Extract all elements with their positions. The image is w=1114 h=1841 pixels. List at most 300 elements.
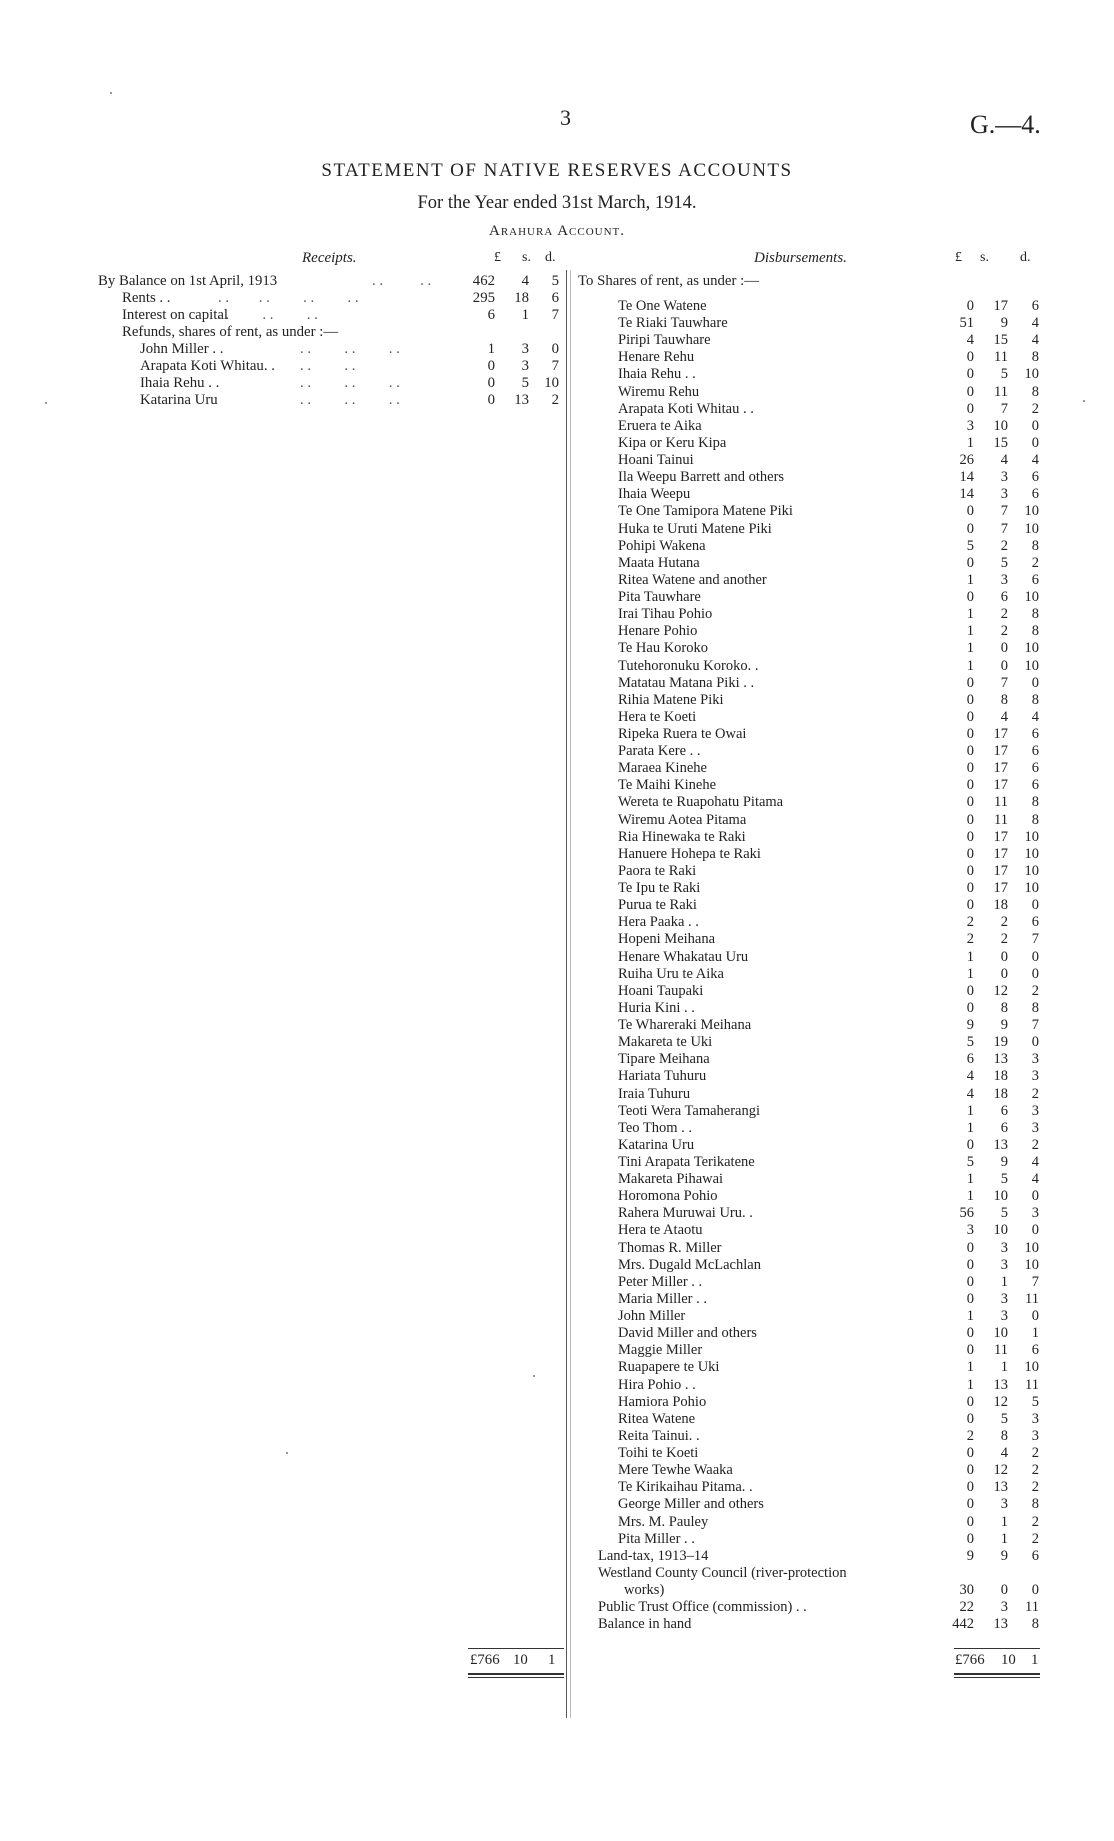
disbursements-amount-shillings: 3 [1000,486,1008,503]
disbursements-row-label: Pita Tauwhare [618,589,701,606]
disbursements-amount-shillings: 18 [993,1085,1008,1102]
disbursements-row-label: Makareta Pihawai [618,1171,724,1188]
disbursements-amount-pence: 6 [1031,298,1039,314]
disbursements-row-label: Ruiha Uru te Aika [618,965,724,982]
receipts-amount-pence: 2 [551,392,559,408]
receipts-row-label: Ihaia Rehu . . [140,375,220,391]
disbursements-amount-pounds: 1 [966,948,974,965]
receipts-double-rule-2 [468,1677,564,1678]
disbursements-row [0,1445,1114,1462]
leader-dots: . . . . . . [300,375,400,391]
disbursements-pounds-label: £ [955,250,962,265]
disbursements-amount-pence: 10 [1024,640,1039,657]
disbursements-amount-pence: 4 [1031,332,1039,349]
disbursements-amount-shillings: 11 [994,794,1008,811]
receipts-amount-shillings: 18 [514,290,529,306]
disbursements-amount-pence: 8 [1031,794,1039,811]
disbursements-amount-pounds: 5 [966,1154,974,1170]
disbursements-row-label: Eruera te Aika [618,417,702,434]
disbursements-double-rule-2 [954,1677,1040,1678]
disbursements-amount-pounds: 0 [966,1290,974,1307]
disbursements-row-label: Hoani Tainui [618,452,694,469]
disbursements-amount-pence: 2 [1031,400,1039,417]
disbursements-amount-pounds: 0 [966,1256,974,1273]
disbursements-row [0,1548,1114,1565]
disbursements-amount-shillings: 6 [1000,1102,1008,1119]
disbursements-amount-pounds: 0 [966,794,974,811]
disbursements-amount-shillings: 9 [1000,1154,1008,1170]
disbursements-amount-pounds: 14 [959,469,974,486]
disbursements-row-label: Thomas R. Miller [618,1239,722,1256]
disbursements-amount-pence: 8 [1031,999,1039,1016]
disbursements-row-label: Ihaia Rehu . . [618,366,696,383]
disbursements-amount-pence: 8 [1031,623,1039,640]
disbursements-row-label: Te Riaki Tauwhare [618,315,728,332]
disbursements-amount-pence: 2 [1031,1513,1039,1530]
leader-dots: . . . . . . [218,307,318,323]
disbursements-row-label: Mrs. Dugald McLachlan [618,1256,761,1273]
disbursements-amount-shillings: 5 [1000,554,1008,571]
disbursements-row [0,1051,1114,1068]
account-name: Arahura Account. [488,223,625,239]
disbursements-row-label: Hera te Koeti [618,708,697,725]
disbursements-amount-pounds: 2 [966,1427,974,1444]
disbursements-row [0,606,1114,623]
disbursements-row [0,1086,1114,1103]
disbursements-amount-shillings: 11 [994,811,1008,828]
disbursements-amount-pounds: 3 [966,417,974,434]
disbursements-row-label: Paora te Raki [618,862,697,879]
receipts-amount-pounds: 295 [472,290,495,306]
disbursements-amount-pence: 4 [1031,315,1039,332]
disbursements-row-label: Parata Kere . . [618,743,701,760]
disbursements-amount-pence: 2 [1031,1462,1039,1479]
disbursements-amount-pounds: 1 [966,571,974,588]
disbursements-row [0,794,1114,811]
disbursements-row [0,949,1114,966]
disbursements-amount-pence: 6 [1031,760,1039,777]
disbursements-row [0,572,1114,589]
disbursements-amount-pounds: 0 [966,520,974,537]
disbursements-row [0,452,1114,469]
disbursements-amount-pence: 0 [1031,897,1039,914]
leader-dots: . . . . . . [300,341,400,357]
disbursements-amount-pence: 10 [1024,1359,1039,1376]
disbursements-row-label: Tutehoronuku Koroko. . [618,657,759,674]
disbursements-amount-shillings: 17 [993,760,1008,777]
disbursements-row [0,863,1114,880]
disbursements-amount-pence: 0 [1031,1222,1039,1239]
receipts-total-pounds: £766 [470,1652,500,1668]
receipts-amount-pence: 0 [551,341,559,357]
disbursements-row [0,1359,1114,1376]
disbursements-amount-pounds: 1 [966,1188,974,1205]
disbursements-amount-pounds: 0 [966,383,974,400]
disbursements-row [0,298,1114,315]
receipts-shillings-label: s. [522,250,531,265]
receipts-row-label: John Miller . . [140,341,224,357]
receipts-amount-pence: 10 [544,375,559,391]
disbursements-amount-shillings: 17 [993,845,1008,862]
leader-dots: . . . . [300,358,356,374]
disbursements-row-label: Te Hau Koroko [618,640,708,657]
disbursements-row [0,1154,1114,1171]
disbursements-row-label: Hariata Tuhuru [618,1068,707,1085]
disbursements-amount-pence: 5 [1031,1393,1039,1410]
disbursements-row [0,1565,1114,1582]
disbursements-amount-pounds: 4 [966,1085,974,1102]
disbursements-amount-pence: 10 [1024,880,1039,897]
disbursements-double-rule-1 [954,1673,1040,1675]
scan-speck [533,1375,535,1377]
disbursements-amount-shillings: 17 [993,298,1008,314]
disbursements-row-label: David Miller and others [618,1325,757,1342]
disbursements-total-rule [954,1648,1040,1649]
disbursements-amount-pounds: 0 [966,897,974,914]
disbursements-amount-pence: 11 [1025,1290,1039,1307]
disbursements-amount-pounds: 2 [966,914,974,931]
disbursements-row [0,623,1114,640]
disbursements-amount-pounds: 0 [966,708,974,725]
disbursements-row [0,1428,1114,1445]
disbursements-row-label: works) [624,1582,665,1598]
disbursements-row [0,1222,1114,1239]
disbursements-amount-pounds: 1 [966,434,974,451]
disbursements-shillings-label: s. [980,250,989,265]
disbursements-row-label: Westland County Council (river-protection [598,1564,847,1581]
disbursements-row [0,435,1114,452]
disbursements-row [0,1342,1114,1359]
disbursements-total-pence: 1 [1031,1652,1039,1668]
leader-dots: . . . . [372,273,432,289]
disbursements-row [0,1291,1114,1308]
disbursements-row [0,332,1114,349]
disbursements-amount-pence: 8 [1031,537,1039,554]
disbursements-amount-shillings: 3 [1000,1256,1008,1273]
disbursements-amount-pounds: 0 [966,1342,974,1359]
disbursements-amount-pounds: 0 [966,1325,974,1342]
disbursements-amount-shillings: 1 [1000,1273,1008,1290]
document-code: G.—4. [970,110,1041,139]
disbursements-row [0,315,1114,332]
disbursements-amount-shillings: 7 [1000,520,1008,537]
disbursements-amount-pence: 6 [1031,1342,1039,1359]
disbursements-amount-shillings: 2 [1000,606,1008,623]
disbursements-amount-pounds: 0 [966,743,974,760]
disbursements-amount-pence: 4 [1031,1171,1039,1188]
disbursements-amount-shillings: 10 [993,1222,1008,1239]
disbursements-amount-shillings: 13 [993,1616,1008,1633]
disbursements-row [0,401,1114,418]
disbursements-row-label: Te One Tamipora Matene Piki [618,503,793,520]
disbursements-amount-pounds: 0 [966,1393,974,1410]
disbursements-row-label: Ruapapere te Uki [618,1359,720,1376]
disbursements-amount-shillings: 0 [1000,657,1008,674]
disbursements-row-label: Te One Watene [618,298,707,314]
disbursements-amount-pounds: 0 [966,366,974,383]
disbursements-row [0,1394,1114,1411]
disbursements-row [0,777,1114,794]
scan-speck [45,402,47,404]
disbursements-row-label: Matatau Matana Piki . . [618,674,755,691]
disbursements-amount-pounds: 0 [966,1273,974,1290]
receipts-amount-pounds: 0 [487,392,495,408]
disbursements-amount-pence: 3 [1031,1205,1039,1222]
disbursements-amount-shillings: 9 [1000,1547,1008,1564]
disbursements-amount-pounds: 0 [966,845,974,862]
disbursements-amount-pence: 11 [1025,1599,1039,1616]
disbursements-amount-pounds: 0 [966,777,974,794]
disbursements-amount-pounds: 0 [966,1496,974,1513]
disbursements-row-label: Huka te Uruti Matene Piki [618,520,772,537]
disbursements-amount-shillings: 3 [1000,1308,1008,1325]
disbursements-row-label: Reita Tainui. . [618,1427,700,1444]
disbursements-row-label: Kipa or Keru Kipa [618,434,727,451]
disbursements-row [0,1514,1114,1531]
disbursements-row-label: Mrs. M. Pauley [618,1513,709,1530]
disbursements-amount-shillings: 2 [1000,931,1008,948]
receipts-row-label: Arapata Koti Whitau. . [140,358,275,374]
disbursements-row [0,366,1114,383]
disbursements-amount-shillings: 4 [1000,452,1008,469]
disbursements-amount-pence: 8 [1031,606,1039,623]
receipts-row-label: By Balance on 1st April, 1913 [98,273,278,289]
disbursements-amount-pence: 10 [1024,828,1039,845]
column-divider [566,270,567,1718]
disbursements-amount-pounds: 0 [966,760,974,777]
disbursements-row [0,1479,1114,1496]
disbursements-row [0,1257,1114,1274]
disbursements-amount-pence: 8 [1031,691,1039,708]
disbursements-amount-pence: 3 [1031,1119,1039,1136]
receipts-amount-pounds: 0 [487,375,495,391]
disbursements-amount-shillings: 10 [993,417,1008,434]
disbursements-amount-pounds: 0 [966,691,974,708]
disbursements-amount-pence: 6 [1031,726,1039,742]
disbursements-amount-pence: 1 [1031,1325,1039,1342]
disbursements-row [0,418,1114,435]
disbursements-amount-pence: 0 [1031,1308,1039,1325]
scan-speck [1083,400,1085,402]
disbursements-amount-pounds: 14 [959,486,974,503]
receipts-amount-shillings: 5 [521,375,529,391]
disbursements-row-label: Piripi Tauwhare [618,332,711,349]
disbursements-amount-pence: 0 [1031,1582,1039,1598]
disbursements-amount-shillings: 3 [1000,1239,1008,1256]
disbursements-amount-shillings: 15 [993,434,1008,451]
receipts-pence-label: d. [545,250,556,265]
disbursements-amount-pounds: 0 [966,1445,974,1462]
disbursements-row-label: Maggie Miller [618,1342,703,1359]
disbursements-amount-shillings: 5 [1000,1205,1008,1222]
disbursements-amount-pounds: 0 [966,982,974,999]
disbursements-row [0,1017,1114,1034]
disbursements-amount-pounds: 442 [952,1616,974,1633]
receipts-amount-pence: 5 [551,273,559,289]
disbursements-amount-shillings: 4 [1000,1445,1008,1462]
disbursements-amount-pence: 10 [1024,520,1039,537]
disbursements-row [0,1599,1114,1616]
disbursements-row-label: George Miller and others [618,1496,764,1513]
disbursements-amount-shillings: 0 [1000,640,1008,657]
disbursements-amount-pounds: 0 [966,1136,974,1153]
disbursements-row-label: Te Maihi Kinehe [618,777,717,794]
disbursements-amount-pounds: 0 [966,349,974,366]
disbursements-row-label: Mere Tewhe Waaka [618,1462,733,1479]
disbursements-row [0,1496,1114,1513]
disbursements-amount-pounds: 1 [966,1102,974,1119]
disbursements-amount-pounds: 0 [966,589,974,606]
receipts-amount-shillings: 3 [521,358,529,374]
disbursements-amount-shillings: 10 [993,1188,1008,1205]
disbursements-amount-shillings: 7 [1000,674,1008,691]
receipts-amount-shillings: 1 [521,307,529,323]
disbursements-amount-shillings: 17 [993,777,1008,794]
disbursements-row [0,1034,1114,1051]
receipts-amount-pounds: 1 [487,341,495,357]
disbursements-amount-shillings: 12 [993,1393,1008,1410]
disbursements-amount-pence: 2 [1031,554,1039,571]
disbursements-amount-pounds: 0 [966,880,974,897]
disbursements-amount-pounds: 51 [959,315,974,332]
disbursements-row-label: Iraia Tuhuru [618,1085,691,1102]
disbursements-amount-shillings: 17 [993,726,1008,742]
disbursements-amount-shillings: 10 [993,1325,1008,1342]
disbursements-row [0,589,1114,606]
disbursements-row-label: Teoti Wera Tamaherangi [618,1102,761,1119]
disbursements-amount-pence: 8 [1031,1616,1039,1633]
disbursements-amount-pence: 7 [1031,1273,1039,1290]
disbursements-amount-shillings: 3 [1000,571,1008,588]
receipts-total-shillings: 10 [513,1652,528,1668]
disbursements-row-label: Peter Miller . . [618,1273,703,1290]
receipts-row-label: Rents . . [122,290,171,306]
receipts-amount-pence: 7 [551,358,559,374]
disbursements-amount-pounds: 0 [966,862,974,879]
disbursements-intro: To Shares of rent, as under :— [578,273,760,289]
disbursements-amount-pence: 0 [1031,674,1039,691]
disbursements-amount-shillings: 19 [993,1034,1008,1051]
disbursements-amount-pounds: 1 [966,623,974,640]
disbursements-row-label: Ritea Watene [618,1410,696,1427]
disbursements-amount-shillings: 13 [993,1136,1008,1153]
disbursements-amount-shillings: 3 [1000,1496,1008,1513]
disbursements-amount-shillings: 9 [1000,1017,1008,1034]
disbursements-amount-shillings: 7 [1000,400,1008,417]
disbursements-amount-pounds: 0 [966,674,974,691]
disbursements-amount-shillings: 5 [1000,1410,1008,1427]
disbursements-row-label: Maata Hutana [618,554,700,571]
disbursements-amount-pence: 6 [1031,486,1039,503]
disbursements-amount-pence: 2 [1031,1479,1039,1496]
page-number: 3 [560,105,571,130]
disbursements-row-label: Horomona Pohio [618,1188,718,1205]
disbursements-amount-pence: 2 [1031,982,1039,999]
disbursements-row-label: Tini Arapata Terikatene [618,1154,755,1170]
disbursements-amount-shillings: 0 [1000,948,1008,965]
disbursements-amount-pence: 0 [1031,417,1039,434]
receipts-amount-pounds: 6 [487,307,495,323]
disbursements-amount-shillings: 8 [1000,1427,1008,1444]
statement-title: STATEMENT OF NATIVE RESERVES ACCOUNTS [321,160,793,181]
disbursements-amount-pence: 8 [1031,1496,1039,1513]
disbursements-row [0,1068,1114,1085]
disbursements-row-label: Pita Miller . . [618,1530,695,1547]
disbursements-amount-shillings: 1 [1000,1513,1008,1530]
disbursements-row [0,1171,1114,1188]
receipts-total-rule [468,1648,564,1649]
disbursements-amount-pence: 6 [1031,914,1039,931]
disbursements-row [0,812,1114,829]
disbursements-row-label: Te Kirikaihau Pitama. . [618,1479,753,1496]
disbursements-row [0,709,1114,726]
disbursements-amount-pounds: 1 [966,965,974,982]
column-divider-secondary [570,270,571,1718]
disbursements-row [0,1411,1114,1428]
disbursements-amount-pounds: 0 [966,1530,974,1547]
disbursements-row-label: Wiremu Rehu [618,383,700,400]
disbursements-row [0,1582,1114,1599]
disbursements-row [0,966,1114,983]
disbursements-amount-pounds: 1 [966,657,974,674]
disbursements-row [0,914,1114,931]
disbursements-amount-shillings: 13 [993,1376,1008,1393]
disbursements-amount-pence: 10 [1024,657,1039,674]
scan-speck [286,1452,288,1454]
disbursements-row [0,726,1114,743]
disbursements-amount-pounds: 0 [966,1513,974,1530]
disbursements-amount-shillings: 2 [1000,914,1008,931]
disbursements-pence-label: d. [1020,250,1031,265]
disbursements-amount-pounds: 0 [966,726,974,742]
disbursements-amount-shillings: 18 [993,897,1008,914]
disbursements-amount-pounds: 22 [959,1599,974,1616]
disbursements-amount-shillings: 4 [1000,708,1008,725]
disbursements-row-label: Arapata Koti Whitau . . [618,400,754,417]
disbursements-row [0,349,1114,366]
disbursements-row-label: Public Trust Office (commission) . . [598,1599,807,1616]
disbursements-row-label: Irai Tihau Pohio [618,606,713,623]
disbursements-row [0,1308,1114,1325]
disbursements-amount-shillings: 12 [993,1462,1008,1479]
disbursements-row-label: Wereta te Ruapohatu Pitama [618,794,784,811]
receipts-amount-pence: 6 [551,290,559,306]
disbursements-amount-pence: 6 [1031,1547,1039,1564]
disbursements-amount-pounds: 6 [966,1051,974,1068]
disbursements-amount-shillings: 2 [1000,623,1008,640]
disbursements-amount-pence: 2 [1031,1085,1039,1102]
receipts-row [0,273,566,290]
disbursements-amount-pence: 8 [1031,811,1039,828]
receipts-row-label: Interest on capital [122,307,228,323]
disbursements-row-label: Rahera Muruwai Uru. . [618,1205,753,1222]
disbursements-heading: Disbursements. [754,250,847,266]
disbursements-row [0,983,1114,1000]
disbursements-amount-shillings: 8 [1000,999,1008,1016]
disbursements-amount-pounds: 5 [966,1034,974,1051]
receipts-amount-shillings: 13 [514,392,529,408]
disbursements-row [0,640,1114,657]
disbursements-row [0,1240,1114,1257]
disbursements-amount-shillings: 17 [993,743,1008,760]
disbursements-row [0,1103,1114,1120]
disbursements-amount-pence: 10 [1024,845,1039,862]
disbursements-amount-pounds: 0 [966,298,974,314]
disbursements-amount-pounds: 3 [966,1222,974,1239]
disbursements-amount-pence: 6 [1031,777,1039,794]
disbursements-amount-pence: 2 [1031,1136,1039,1153]
disbursements-row [0,469,1114,486]
